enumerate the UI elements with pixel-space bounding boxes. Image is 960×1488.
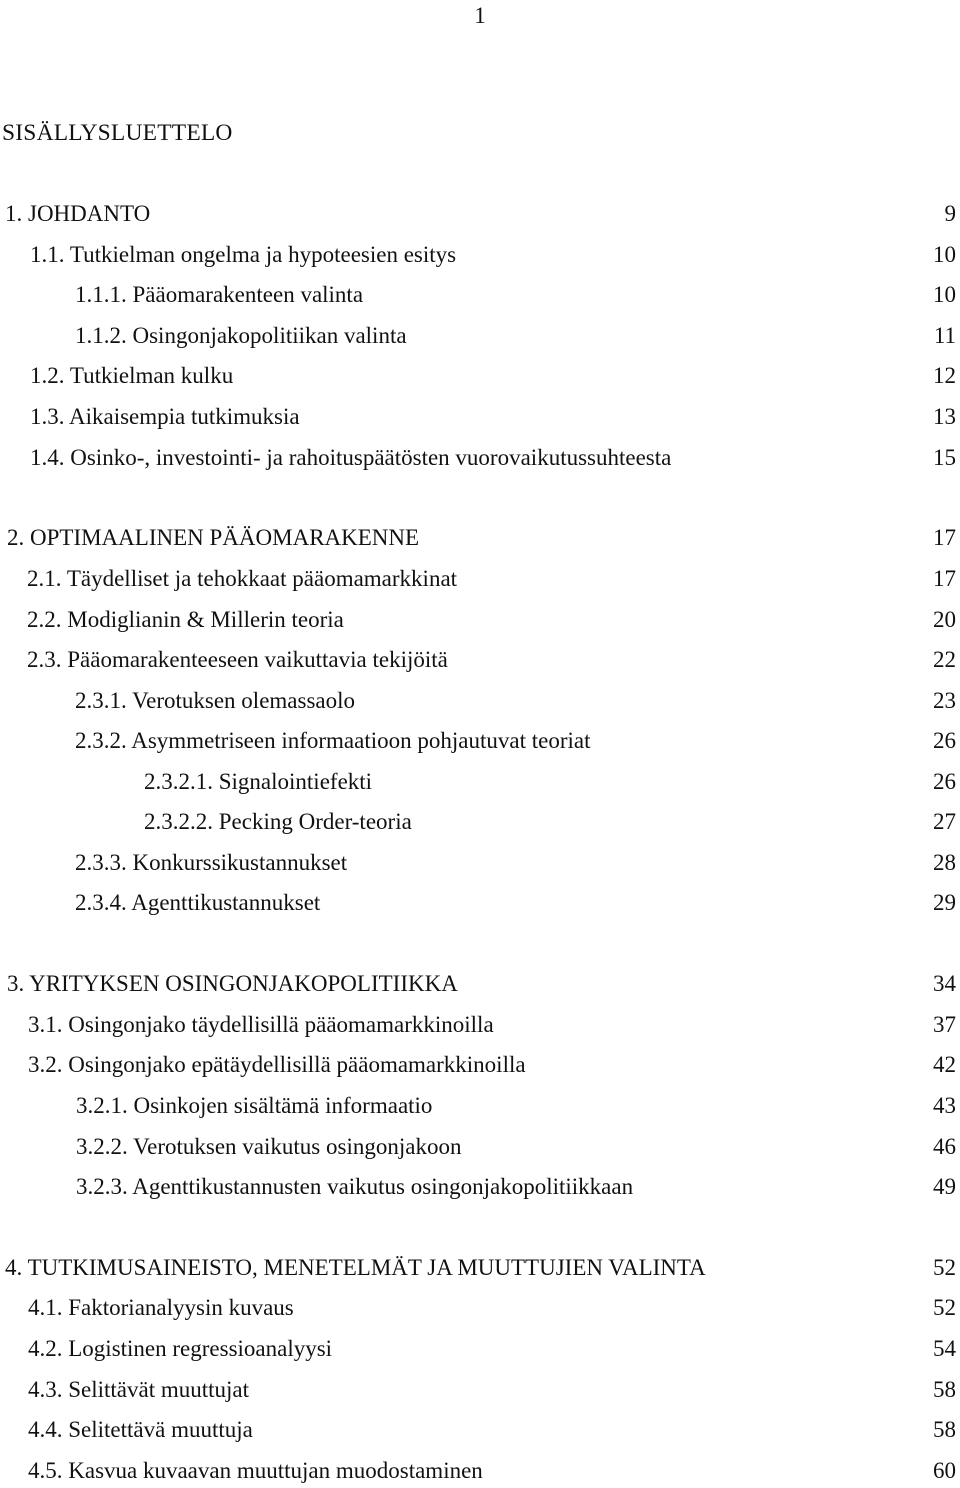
toc-entry-title: 1. JOHDANTO	[5, 201, 151, 226]
toc-entry[interactable]	[0, 1293, 960, 1323]
toc-entry[interactable]	[0, 969, 960, 999]
toc-entry-title: 3.2.2. Verotuksen vaikutus osingonjakoon	[76, 1134, 462, 1159]
toc-entry[interactable]	[0, 240, 960, 270]
toc-entry-page: 9	[944, 201, 956, 226]
toc-entry[interactable]	[0, 807, 960, 837]
toc-entry-page: 10	[933, 242, 956, 267]
toc-entry-title: 2.1. Täydelliset ja tehokkaat pääomamarkkinat	[27, 566, 458, 591]
toc-entry-page: 10	[933, 282, 956, 307]
toc-entry-page: 37	[933, 1012, 956, 1037]
toc-entry[interactable]	[0, 645, 960, 675]
toc-entry-page: 28	[933, 850, 956, 875]
toc-entry-page: 58	[933, 1417, 956, 1442]
toc-entry[interactable]	[0, 1456, 960, 1486]
toc-entry-title: 2.3.2.2. Pecking Order-teoria	[144, 809, 412, 834]
toc-entry-title: 4. TUTKIMUSAINEISTO, MENETELMÄT JA MUUTTUJIEN VALINTA	[5, 1255, 706, 1280]
toc-entry-title: 4.3. Selittävät muuttujat	[28, 1377, 250, 1402]
toc-entry-page: 46	[933, 1134, 956, 1159]
toc-entry-page: 49	[933, 1174, 956, 1199]
toc-entry-title: 3.2.3. Agenttikustannusten vaikutus osingonjakopolitiikkaan	[76, 1174, 634, 1199]
toc-entry[interactable]	[0, 523, 960, 553]
toc-entry-page: 13	[933, 404, 956, 429]
toc-entry-title: 3.2.1. Osinkojen sisältämä informaatio	[76, 1093, 433, 1118]
toc-entry-page: 22	[933, 647, 956, 672]
toc-entry[interactable]	[0, 321, 960, 351]
toc-entry[interactable]	[0, 1010, 960, 1040]
toc-entry-title: 1.4. Osinko-, investointi- ja rahoituspäätösten vuorovaikutussuhteesta	[30, 445, 672, 470]
toc-entry-page: 27	[933, 809, 956, 834]
toc-entry[interactable]	[0, 1415, 960, 1445]
toc-entry-page: 42	[933, 1052, 956, 1077]
toc-entry[interactable]	[0, 1253, 960, 1283]
toc-entry-title: 4.4. Selitettävä muuttuja	[28, 1417, 253, 1442]
toc-entry[interactable]	[0, 888, 960, 918]
toc-entry[interactable]	[0, 1172, 960, 1202]
toc-entry[interactable]	[0, 443, 960, 473]
toc-entry-title: 2.2. Modiglianin & Millerin teoria	[27, 607, 344, 632]
toc-entry[interactable]	[0, 605, 960, 635]
toc-entry-page: 17	[933, 566, 956, 591]
toc-entry[interactable]	[0, 767, 960, 797]
toc-heading: SISÄLLYSLUETTELO	[2, 120, 233, 146]
toc-entry-title: 1.2. Tutkielman kulku	[30, 363, 234, 388]
toc-entry[interactable]	[0, 1050, 960, 1080]
toc-entry[interactable]	[0, 686, 960, 716]
toc-entry[interactable]	[0, 361, 960, 391]
toc-entry-title: 2. OPTIMAALINEN PÄÄOMARAKENNE	[7, 525, 420, 550]
toc-entry-page: 12	[933, 363, 956, 388]
toc-entry-page: 58	[933, 1377, 956, 1402]
toc-entry-title: 3. YRITYKSEN OSINGONJAKOPOLITIIKKA	[7, 971, 458, 996]
toc-entry[interactable]	[0, 402, 960, 432]
toc-entry-page: 15	[933, 445, 956, 470]
toc-entry[interactable]	[0, 726, 960, 756]
toc-entry-page: 17	[933, 525, 956, 550]
toc-entry-page: 52	[933, 1295, 956, 1320]
toc-entry-page: 52	[933, 1255, 956, 1280]
toc-entry-title: 1.1.1. Pääomarakenteen valinta	[75, 282, 364, 307]
toc-entry[interactable]	[0, 1334, 960, 1364]
toc-entry[interactable]	[0, 1375, 960, 1405]
toc-entry-title: 2.3. Pääomarakenteeseen vaikuttavia tekijöitä	[27, 647, 448, 672]
toc-entry-title: 1.1. Tutkielman ongelma ja hypoteesien esitys	[30, 242, 457, 267]
toc-entry-page: 43	[933, 1093, 956, 1118]
toc-entry-page: 54	[933, 1336, 956, 1361]
toc-entry-title: 4.2. Logistinen regressioanalyysi	[28, 1336, 333, 1361]
toc-entry-title: 2.3.3. Konkurssikustannukset	[75, 850, 348, 875]
toc-entry[interactable]	[0, 1091, 960, 1121]
toc-entry[interactable]	[0, 848, 960, 878]
toc-entry[interactable]	[0, 199, 960, 229]
toc-entry-title: 2.3.1. Verotuksen olemassaolo	[75, 688, 356, 713]
toc-entry-page: 26	[933, 769, 956, 794]
toc-entry-title: 3.1. Osingonjako täydellisillä pääomamarkkinoilla	[28, 1012, 494, 1037]
page-number: 1	[474, 3, 486, 28]
toc-entry-page: 23	[933, 688, 956, 713]
toc-entry-title: 1.3. Aikaisempia tutkimuksia	[30, 404, 300, 429]
toc-entry[interactable]	[0, 280, 960, 310]
toc-entry[interactable]	[0, 564, 960, 594]
toc-entry-page: 29	[933, 890, 956, 915]
toc-entry[interactable]	[0, 1132, 960, 1162]
toc-entry-title: 4.1. Faktorianalyysin kuvaus	[28, 1295, 294, 1320]
toc-entry-title: 4.5. Kasvua kuvaavan muuttujan muodostaminen	[28, 1458, 483, 1483]
toc-entry-title: 1.1.2. Osingonjakopolitiikan valinta	[75, 323, 407, 348]
toc-entry-page: 20	[933, 607, 956, 632]
toc-entry-title: 2.3.4. Agenttikustannukset	[75, 890, 321, 915]
toc-entry-title: 2.3.2. Asymmetriseen informaatioon pohjautuvat teoriat	[75, 728, 591, 753]
toc-entry-page: 11	[933, 323, 956, 348]
toc-entry-title: 3.2. Osingonjako epätäydellisillä pääomamarkkinoilla	[28, 1052, 526, 1077]
toc-entry-page: 34	[933, 971, 956, 996]
toc-entry-page: 26	[933, 728, 956, 753]
toc-entry-title: 2.3.2.1. Signalointiefekti	[144, 769, 373, 794]
toc-entry-page: 60	[933, 1458, 956, 1483]
